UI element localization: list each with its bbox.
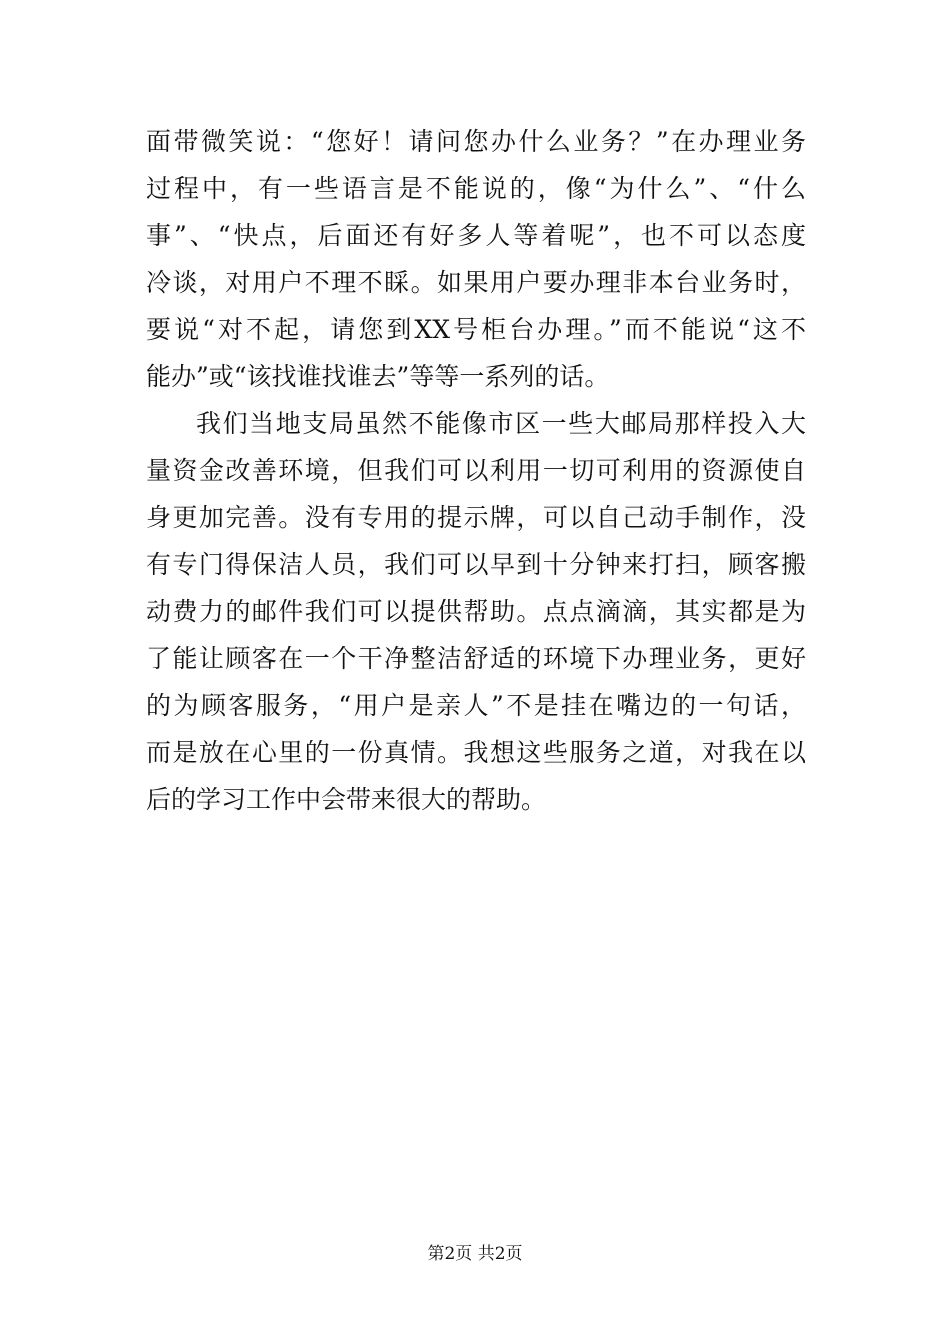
page-number-label: 第2页 共2页 [427,1244,523,1264]
paragraph-1 [146,118,806,400]
text-line: 有专门得保洁人员，我们可以早到十分钟来打扫，顾客搬 [146,550,806,579]
text-line: 而是放在心里的一份真情。我想这些服务之道，对我在以 [146,738,806,767]
text-line: 面带微笑说：“您好！请问您办什么业务？”在办理业务 [146,127,806,156]
text-line: 了能让顾客在一个干净整洁舒适的环境下办理业务，更好 [146,644,806,673]
text-line: 过程中，有一些语言是不能说的，像“为什么”、“什么 [146,174,806,203]
text-line: 量资金改善环境，但我们可以利用一切可利用的资源使自 [146,456,806,485]
body-text [146,118,806,823]
text-line: 后的学习工作中会带来很大的帮助。 [146,785,547,814]
text-line: 动费力的邮件我们可以提供帮助。点点滴滴，其实都是为 [146,597,806,626]
page-footer [0,1242,950,1266]
text-line: 要说“对不起，请您到XX号柜台办理。”而不能说“这不 [146,315,806,344]
text-line: 的为顾客服务，“用户是亲人”不是挂在嘴边的一句话， [146,691,806,720]
text-line: 身更加完善。没有专用的提示牌，可以自己动手制作，没 [146,503,806,532]
text-line: 冷谈，对用户不理不睬。如果用户要办理非本台业务时， [146,268,806,297]
text-line: 能办”或“该找谁找谁去”等等一系列的话。 [146,362,610,391]
text-line: 事”、“快点，后面还有好多人等着呢”，也不可以态度 [146,221,806,250]
paragraph-2 [146,400,806,823]
text-line: 我们当地支局虽然不能像市区一些大邮局那样投入大 [196,409,806,438]
